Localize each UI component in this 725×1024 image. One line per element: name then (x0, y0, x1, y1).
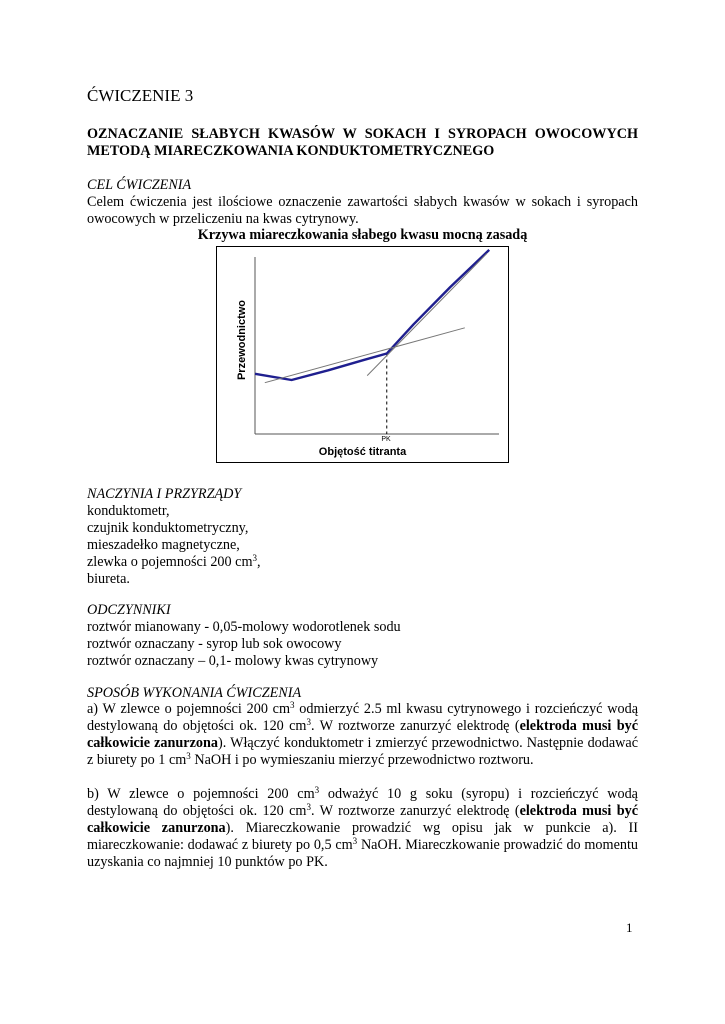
tangent-line (367, 254, 487, 376)
chart-x-label: Objętość titranta (318, 446, 407, 458)
reagent-item: roztwór oznaczany – 0,1- molowy kwas cytrynowy (87, 653, 379, 669)
procedure-label: SPOSÓB WYKONANIA ĆWICZENIA (87, 685, 302, 701)
exercise-title: ĆWICZENIE 3 (87, 86, 194, 105)
titration-curve (255, 250, 489, 380)
chart-pk-label: PK (381, 436, 391, 443)
exercise-heading: OZNACZANIE SŁABYCH KWASÓW W SOKACH I SYROPACH OWOCOWYCH METODĄ MIARECZKOWANIA KONDUKTOMETRYCZNEGO (87, 126, 638, 159)
procedure-step-a: a) W zlewce o pojemności 200 $cm^3$ odmierzyć 2.5 ml kwasu cytrynowego i rozcieńczyć wodą destylowaną do objętości ok. 120 $cm^3$. W roztworze zanurzyć elektrodę (elektroda musi być całkowicie zanurzona). Włączyć konduktometr i zmierzyć przewodnictwo. Następnie dodawać z biurety po 1 $cm^3$ NaOH i po wymieszaniu mierzyć przewodnictwo roztworu. (87, 700, 638, 768)
equipment-label: NACZYNIA I PRZYRZĄDY (87, 486, 242, 502)
equipment-item: zlewka o pojemności 200 $cm^3$, (87, 553, 261, 570)
procedure-step-b: b) W zlewce o pojemności 200 $cm^3$ odważyć 10 g soku (syropu) i rozcieńczyć wodą destylowaną do objętości ok. 120 $cm^3$. W roztworze zanurzyć elektrodę (elektroda musi być całkowicie zanurzona). Miareczkowanie prowadzić wg opisu jak w punkcie a). II miareczkowanie: dodawać z biurety po 0,5 $cm^3$ NaOH. Miareczkowanie prowadzić do momentu uzyskania co najmniej 10 punktów po PK. (87, 785, 638, 870)
chart-title: Krzywa miareczkowania słabego kwasu mocną zasadą (197, 227, 528, 243)
tangent-line (265, 328, 465, 383)
equipment-item: konduktometr, (87, 503, 170, 519)
goal-label: CEL ĆWICZENIA (87, 177, 192, 193)
equipment-item: czujnik konduktometryczny, (87, 520, 249, 536)
chart-y-label: Przewodnictwo (236, 299, 248, 381)
reagent-item: roztwór mianowany - 0,05-molowy wodorotlenek sodu (87, 619, 401, 635)
equipment-item: biureta. (87, 571, 130, 587)
reagents-label: ODCZYNNIKI (87, 602, 171, 618)
goal-text: Celem ćwiczenia jest ilościowe oznaczenie zawartości słabych kwasów w sokach i syropach owocowych w przeliczeniu na kwas cytrynowy. (87, 194, 638, 227)
equipment-item: mieszadełko magnetyczne, (87, 537, 240, 553)
titration-chart (217, 247, 510, 464)
chart-frame (216, 246, 509, 463)
page-number: 1 (626, 920, 633, 935)
reagent-item: roztwór oznaczany - syrop lub sok owocowy (87, 636, 342, 652)
